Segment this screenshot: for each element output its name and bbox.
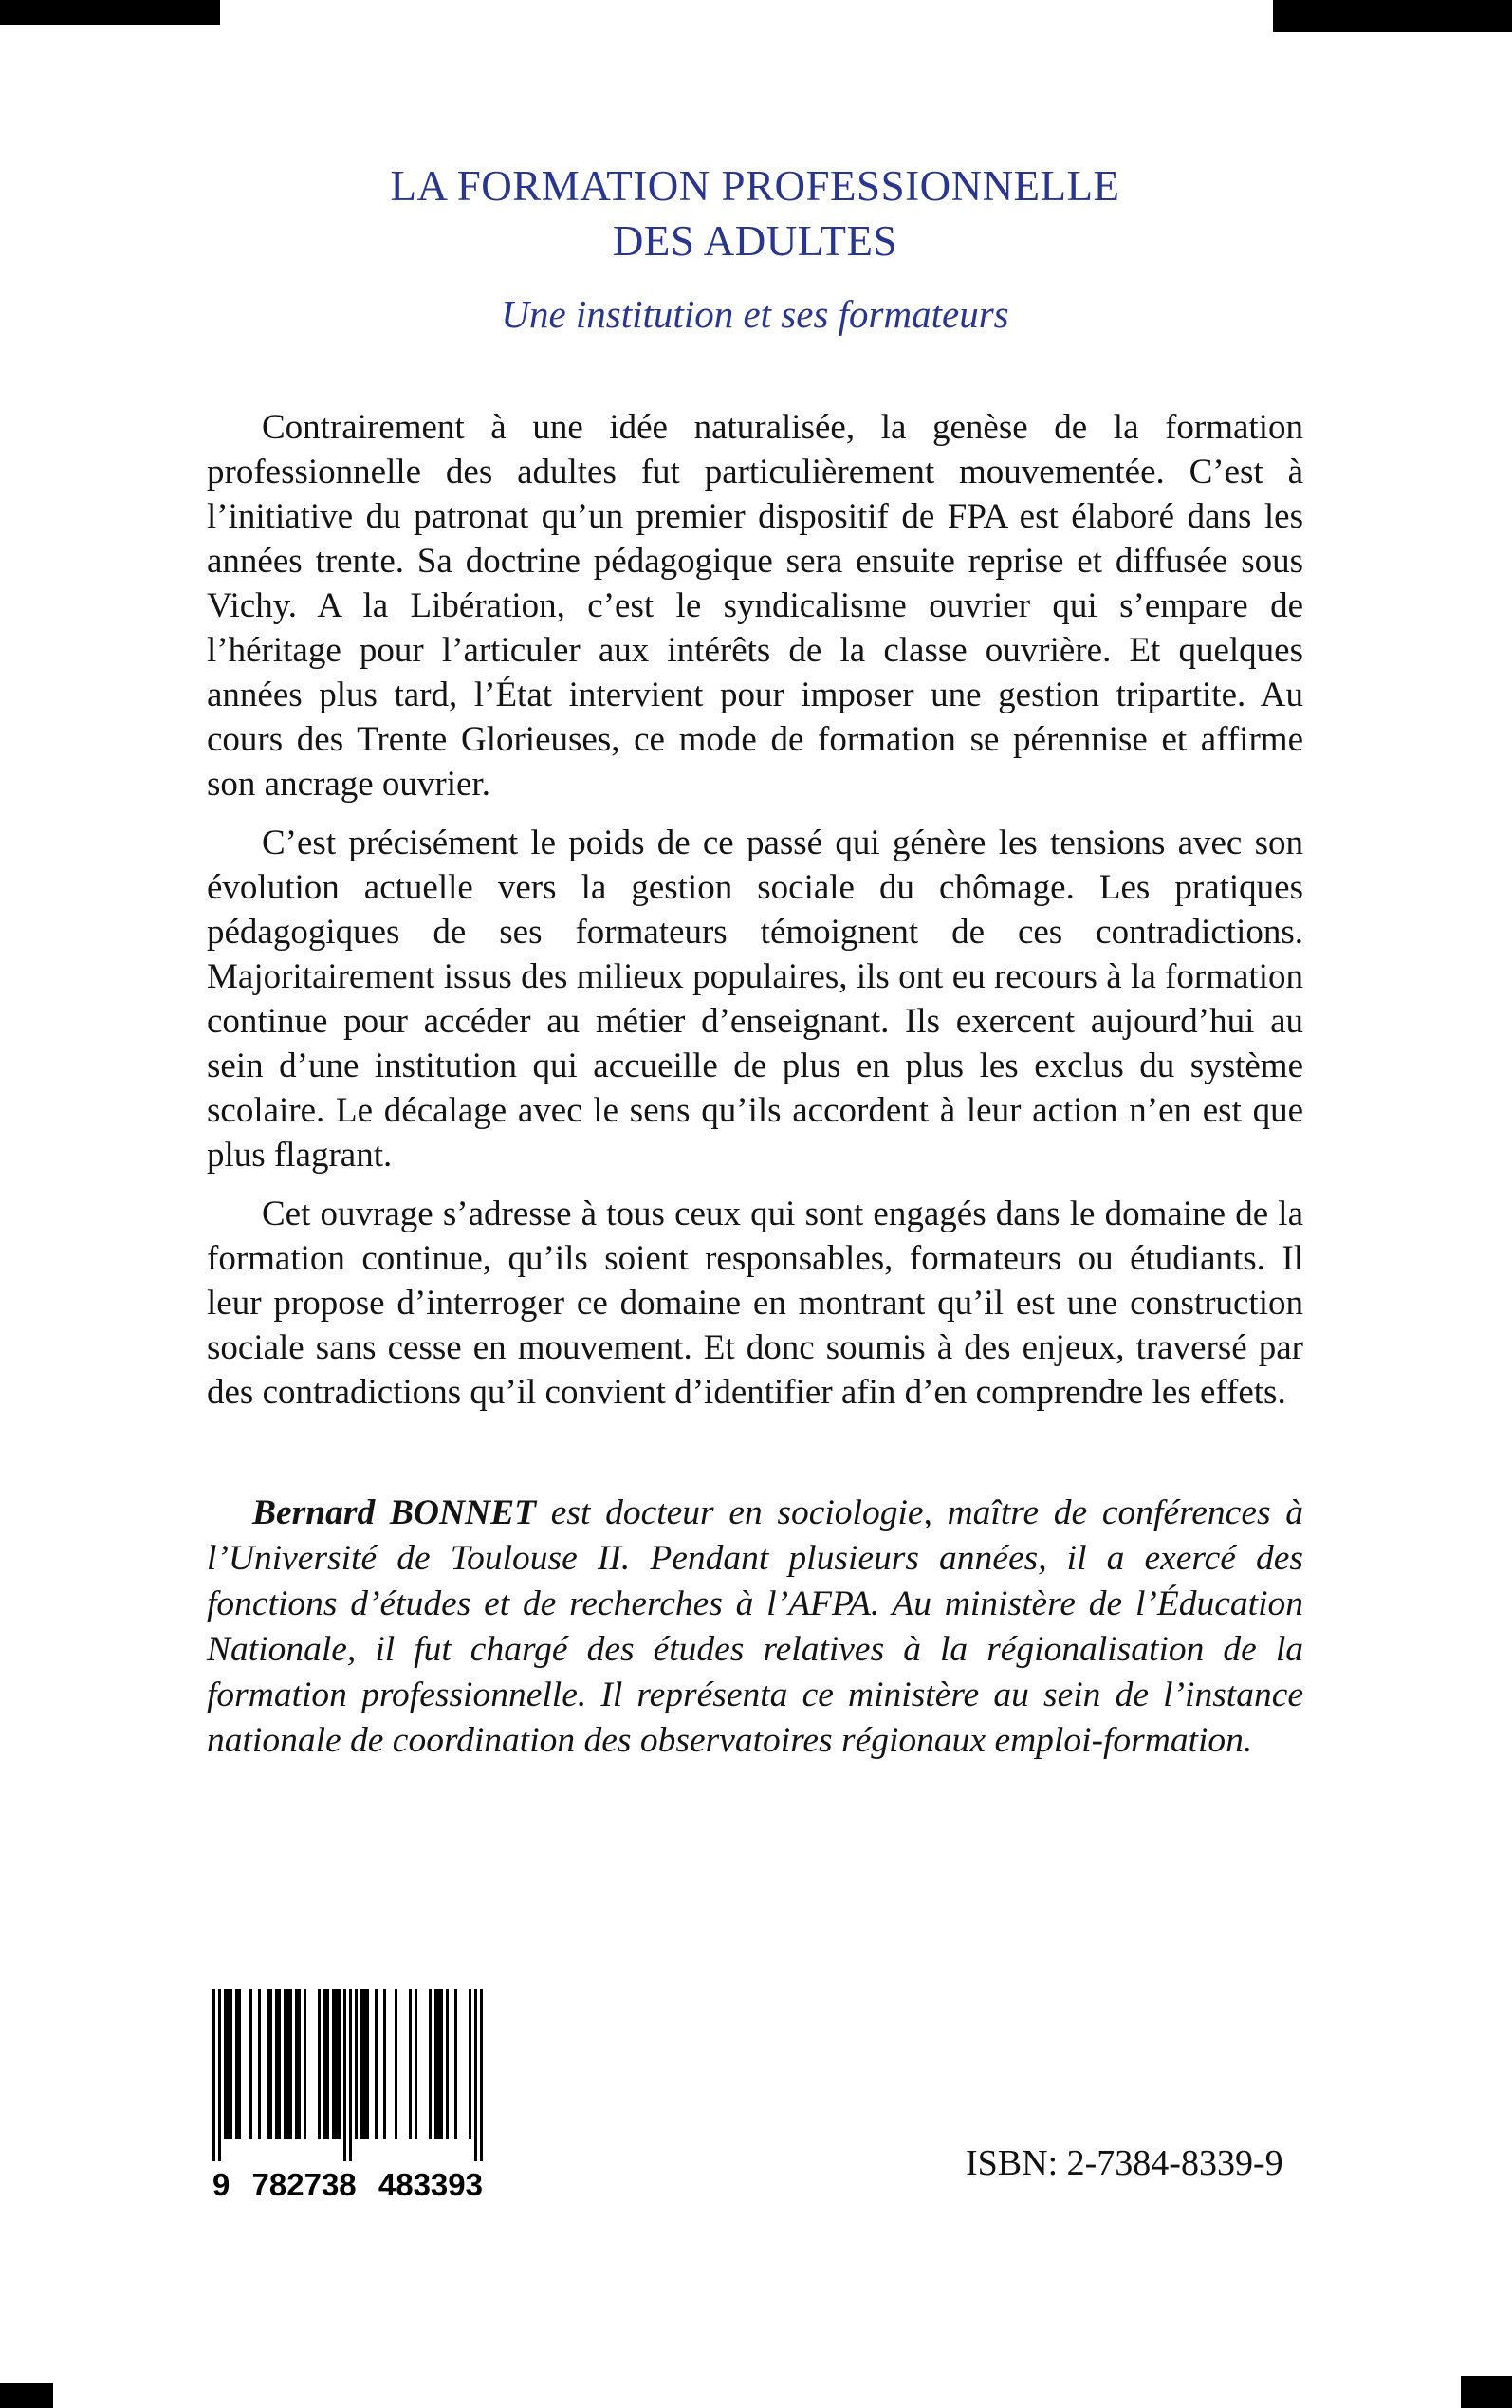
back-cover-paragraph: Cet ouvrage s’adresse à tous ceux qui sont engagés dans le domaine de la formation continue, qu’ils soient responsables, formateurs ou étudiants. Il leur propose d’interroger ce domaine en montrant qu’il est une construction sociale sans cesse en mouvement. Et donc soumis à des enjeux, traversé par des contradictions qu’il convient d’identifier afin d’en comprendre les effets. (207, 1195, 1303, 1413)
book-title-line2: DES ADULTES (612, 216, 898, 265)
isbn-label: ISBN: 2-7384-8339-9 (966, 2143, 1283, 2183)
barcode-bars (212, 1989, 483, 2165)
book-title-line1: LA FORMATION PROFESSIONNELLE (390, 162, 1120, 210)
barcode-digit-group: 483393 (378, 2167, 483, 2202)
cover-content (207, 159, 1303, 1764)
author-name: Bernard BONNET (252, 1493, 537, 1533)
back-cover-paragraph: C’est précisément le poids de ce passé qui génère les tensions avec son évolution actuelle vers la gestion sociale du chômage. Les pratiques pédagogiques de ses formateurs témoignent de ces contradictions. Majoritairement issus des milieux populaires, ils ont eu recours à la formation continue pour accéder au métier d’enseignant. Ils exercent aujourd’hui au sein d’une institution qui accueille de plus en plus les exclus du système scolaire. Le décalage avec le sens qu’ils accordent à leur action n’en est que plus flagrant. (207, 824, 1303, 1176)
scan-artifact-top-left (0, 0, 220, 25)
barcode-digits (212, 2167, 483, 2203)
scan-artifact-bottom-right (1461, 2376, 1512, 2408)
author-bio (207, 1491, 1303, 1764)
scan-artifact-top-right (1273, 0, 1512, 32)
book-subtitle: Une institution et ses formateurs (501, 292, 1009, 337)
back-cover-text (207, 405, 1303, 1415)
scan-artifact-bottom-left (0, 2383, 53, 2408)
barcode (212, 1989, 483, 2203)
back-cover-paragraph: Contrairement à une idée naturalisée, la genèse de la formation professionnelle des adultes fut particulièrement mouvementée. C’est à l’initiative du patronat qu’un premier dispositif de FPA est élaboré dans les années trente. Sa doctrine pédagogique sera ensuite reprise et diffusée sous Vichy. A la Libération, c’est le syndicalisme ouvrier qui s’empare de l’héritage pour l’articuler aux intérêts de la classe ouvrière. Et quelques années plus tard, l’État intervient pour imposer une gestion tripartite. Au cours des Trente Glorieuses, ce mode de formation se pérennise et affirme son ancrage ouvrier. (207, 408, 1303, 805)
author-bio-text: est docteur en sociologie, maître de conférences à l’Université de Toulouse II. Pendant plusieurs années, il a exercé des fonctions d’études et de recherches à l’AFPA. Au ministère de l’Éducation Nationale, il fut chargé des études relatives à la régionalisation de la formation professionnelle. Il représenta ce ministère au sein de l’instance nationale de coordination des observatoires régionaux emploi-formation. (207, 1493, 1303, 1761)
barcode-digit-group: 782738 (251, 2167, 357, 2202)
barcode-digit-group: 9 (212, 2167, 230, 2202)
book-title (207, 159, 1303, 269)
